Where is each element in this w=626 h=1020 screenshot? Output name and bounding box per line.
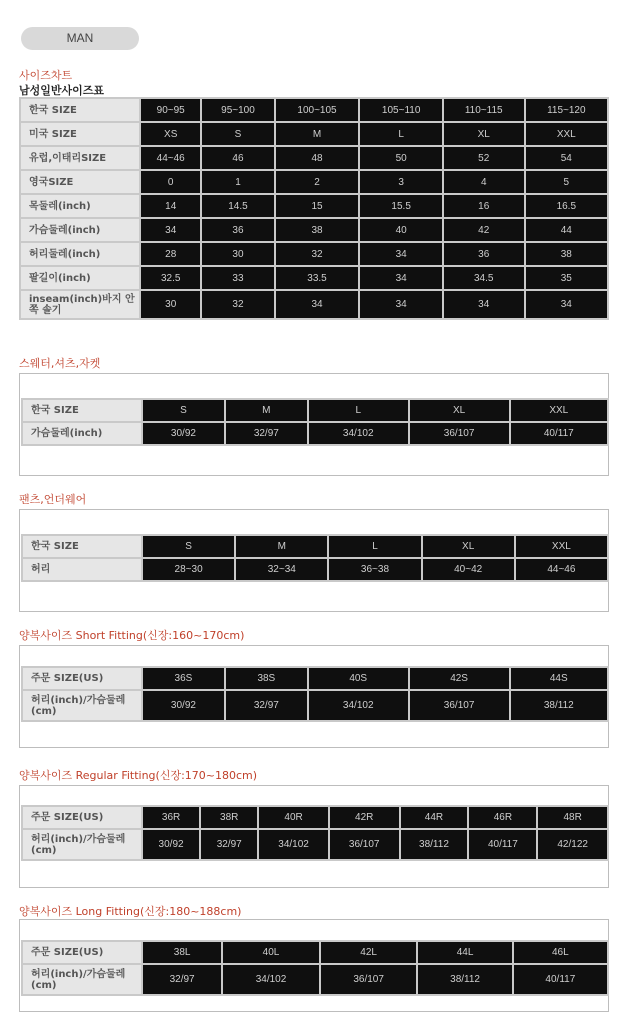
row-label: 한국 SIZE (21, 99, 139, 121)
size-cell: 42S (410, 668, 509, 689)
size-cell: S (143, 536, 234, 557)
row-label: 허리(inch)/가슴둘레(cm) (23, 830, 141, 859)
size-cell: 0 (141, 171, 200, 193)
size-cell: 44 (526, 219, 607, 241)
size-cell: S (202, 123, 273, 145)
size-cell: XL (444, 123, 524, 145)
size-cell: 30 (141, 291, 200, 318)
size-cell: 34/102 (223, 965, 319, 994)
size-cell: 40R (259, 807, 328, 828)
size-cell: 30/92 (143, 423, 224, 444)
table-row (21, 123, 607, 145)
table-row (21, 171, 607, 193)
size-cell: 14.5 (202, 195, 273, 217)
long-fit-table (21, 940, 609, 996)
size-cell: 5 (526, 171, 607, 193)
size-cell: 30/92 (143, 691, 224, 720)
size-cell: 36 (444, 243, 524, 265)
size-cell: 40S (309, 668, 408, 689)
size-cell: 1 (202, 171, 273, 193)
size-cell: 46R (469, 807, 536, 828)
row-label: inseam(inch)바지 안쪽 솔기 (21, 291, 139, 318)
size-cell: 95~100 (202, 99, 273, 121)
size-cell: 34 (141, 219, 200, 241)
size-cell: 32 (202, 291, 273, 318)
size-cell: 38/112 (418, 965, 511, 994)
size-cell: 36~38 (329, 559, 420, 580)
size-cell: 42L (321, 942, 417, 963)
regular-fit-title: 양복사이즈 Regular Fitting(신장:170~180cm) (19, 769, 258, 782)
size-cell: 34 (360, 243, 441, 265)
size-cell: 44R (401, 807, 468, 828)
row-label: 미국 SIZE (21, 123, 139, 145)
row-label: 유럽,이태리SIZE (21, 147, 139, 169)
table-row (21, 267, 607, 289)
size-cell: 34 (276, 291, 359, 318)
table-row (23, 668, 607, 689)
size-cell: L (360, 123, 441, 145)
size-cell: 48R (538, 807, 607, 828)
size-cell: XL (423, 536, 514, 557)
size-cell: 34/102 (309, 423, 408, 444)
size-cell: 38 (526, 243, 607, 265)
row-label: 목둘레(inch) (21, 195, 139, 217)
size-cell: 32/97 (226, 423, 307, 444)
table-row (23, 830, 607, 859)
size-cell: 36/107 (410, 691, 509, 720)
pants-section-title: 팬츠,언더웨어 (19, 493, 87, 506)
table-row (21, 99, 607, 121)
size-cell: 34 (360, 267, 441, 289)
size-cell: 42/122 (538, 830, 607, 859)
size-cell: S (143, 400, 224, 421)
size-cell: 105~110 (360, 99, 441, 121)
row-label: 허리(inch)/가슴둘레(cm) (23, 691, 141, 720)
size-cell: 36/107 (330, 830, 399, 859)
general-size-table (19, 97, 609, 320)
size-cell: 34/102 (259, 830, 328, 859)
size-cell: 38S (226, 668, 307, 689)
table-row (23, 807, 607, 828)
size-cell: L (309, 400, 408, 421)
table-row (23, 400, 607, 421)
short-fit-table (21, 666, 609, 722)
size-cell: XXL (526, 123, 607, 145)
size-cell: 36R (143, 807, 199, 828)
size-cell: XS (141, 123, 200, 145)
size-cell: 48 (276, 147, 359, 169)
size-cell: 40/117 (514, 965, 607, 994)
tab-man[interactable]: MAN (21, 27, 139, 50)
table-row (21, 147, 607, 169)
size-cell: 3 (360, 171, 441, 193)
size-cell: 32/97 (143, 965, 221, 994)
row-label: 한국 SIZE (23, 400, 141, 421)
table-row (23, 559, 607, 580)
size-cell: 110~115 (444, 99, 524, 121)
row-label: 주문 SIZE(US) (23, 942, 141, 963)
size-cell: 32.5 (141, 267, 200, 289)
general-size-subtitle: 남성일반사이즈표 (19, 84, 105, 97)
table-row (21, 219, 607, 241)
table-row (23, 942, 607, 963)
size-cell: 90~95 (141, 99, 200, 121)
size-chart-title: 사이즈차트 (19, 69, 73, 82)
table-row (21, 291, 607, 318)
row-label: 주문 SIZE(US) (23, 668, 141, 689)
size-cell: 44~46 (516, 559, 607, 580)
row-label: 허리둘레(inch) (21, 243, 139, 265)
size-cell: 36S (143, 668, 224, 689)
row-label: 허리(inch)/가슴둘레(cm) (23, 965, 141, 994)
size-cell: 2 (276, 171, 359, 193)
size-cell: 28 (141, 243, 200, 265)
size-cell: M (276, 123, 359, 145)
size-cell: 40 (360, 219, 441, 241)
pants-size-table (21, 534, 609, 582)
size-cell: 34 (526, 291, 607, 318)
size-cell: 36 (202, 219, 273, 241)
row-label: 영국SIZE (21, 171, 139, 193)
size-cell: 32 (276, 243, 359, 265)
short-fit-title: 양복사이즈 Short Fitting(신장:160~170cm) (19, 629, 245, 642)
size-cell: 16.5 (526, 195, 607, 217)
size-cell: 4 (444, 171, 524, 193)
size-cell: 38L (143, 942, 221, 963)
size-cell: 38R (201, 807, 257, 828)
size-cell: 40/117 (511, 423, 607, 444)
table-row (23, 965, 607, 994)
size-cell: 30/92 (143, 830, 199, 859)
size-cell: 34.5 (444, 267, 524, 289)
size-cell: 52 (444, 147, 524, 169)
row-label: 가슴둘레(inch) (21, 219, 139, 241)
sweater-size-table (21, 398, 609, 446)
size-cell: 44S (511, 668, 607, 689)
size-cell: 33 (202, 267, 273, 289)
size-cell: 15.5 (360, 195, 441, 217)
size-cell: 16 (444, 195, 524, 217)
size-cell: 44L (418, 942, 511, 963)
size-cell: 38 (276, 219, 359, 241)
size-cell: 50 (360, 147, 441, 169)
size-cell: 32/97 (226, 691, 307, 720)
size-cell: L (329, 536, 420, 557)
table-row (21, 243, 607, 265)
size-cell: 46L (514, 942, 607, 963)
size-cell: 38/112 (401, 830, 468, 859)
size-cell: 38/112 (511, 691, 607, 720)
size-cell: 34 (360, 291, 441, 318)
table-row (23, 423, 607, 444)
size-cell: 30 (202, 243, 273, 265)
size-cell: 15 (276, 195, 359, 217)
size-cell: 44~46 (141, 147, 200, 169)
size-cell: 54 (526, 147, 607, 169)
size-cell: 32~34 (236, 559, 327, 580)
size-cell: M (226, 400, 307, 421)
table-row (23, 536, 607, 557)
size-cell: 36/107 (410, 423, 509, 444)
long-fit-title: 양복사이즈 Long Fitting(신장:180~188cm) (19, 905, 242, 918)
size-cell: 34/102 (309, 691, 408, 720)
table-row (23, 691, 607, 720)
size-cell: XXL (516, 536, 607, 557)
size-cell: 34 (444, 291, 524, 318)
size-cell: 32/97 (201, 830, 257, 859)
size-cell: M (236, 536, 327, 557)
size-cell: 40/117 (469, 830, 536, 859)
size-cell: 100~105 (276, 99, 359, 121)
row-label: 한국 SIZE (23, 536, 141, 557)
size-cell: 115~120 (526, 99, 607, 121)
size-cell: 33.5 (276, 267, 359, 289)
size-cell: XL (410, 400, 509, 421)
size-cell: 36/107 (321, 965, 417, 994)
row-label: 팔길이(inch) (21, 267, 139, 289)
size-cell: 40L (223, 942, 319, 963)
row-label: 주문 SIZE(US) (23, 807, 141, 828)
row-label: 가슴둘레(inch) (23, 423, 141, 444)
size-cell: 35 (526, 267, 607, 289)
size-cell: 28~30 (143, 559, 234, 580)
size-cell: 40~42 (423, 559, 514, 580)
size-cell: XXL (511, 400, 607, 421)
row-label: 허리 (23, 559, 141, 580)
sweater-section-title: 스웨터,셔츠,자켓 (19, 357, 101, 370)
size-cell: 46 (202, 147, 273, 169)
size-cell: 42 (444, 219, 524, 241)
size-cell: 42R (330, 807, 399, 828)
regular-fit-table (21, 805, 609, 861)
size-cell: 14 (141, 195, 200, 217)
table-row (21, 195, 607, 217)
